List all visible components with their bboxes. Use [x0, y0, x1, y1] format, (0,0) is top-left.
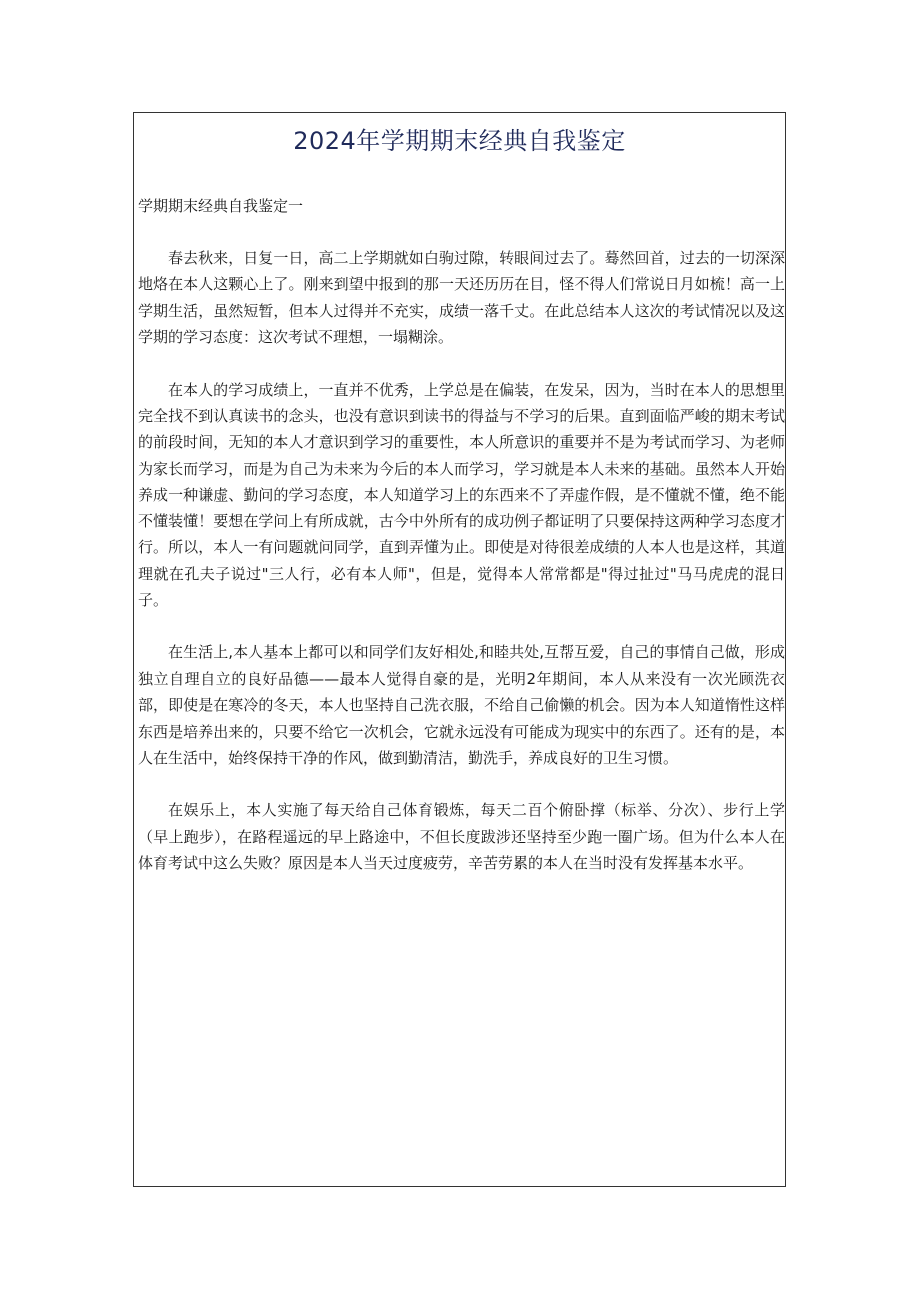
paragraph-2: 在本人的学习成绩上，一直并不优秀，上学总是在偏装，在发呆，因为，当时在本人的思想里完全找不到认真读书的念头，也没有意识到读书的得益与不学习的后果。直到面临严峻的期末考试的前段时间，无知的本人才意识到学习的重要性，本人所意识的重要并不是为考试而学习、为老师为家长而学习，而是为自己为未来为今后的本人而学习，学习就是本人未来的基础。虽然本人开始养成一种谦虚、勤问的学习态度，本人知道学习上的东西来不了弄虚作假，是不懂就不懂，绝不能不懂装懂！要想在学问上有所成就，古今中外所有的成功例子都证明了只要保持这两种学习态度才行。所以，本人一有问题就问同学，直到弄懂为止。即使是对待很差成绩的人本人也是这样，其道理就在孔夫子说过"三人行，必有本人师"，但是，觉得本人常常都是"得过扯过"马马虎虎的混日子。 [138, 380, 785, 609]
paragraph-1: 春去秋来，日复一日，高二上学期就如白驹过隙，转眼间过去了。蓦然回首，过去的一切深深地烙在本人这颗心上了。刚来到望中报到的那一天还历历在目，怪不得人们常说日月如梳！高一上学期生活，虽然短暂，但本人过得并不充实，成绩一落千丈。在此总结本人这次的考试情况以及这学期的学习态度：这次考试不理想，一塌糊涂。 [138, 249, 785, 347]
document-body [138, 245, 785, 903]
section-heading: 学期期末经典自我鉴定一 [138, 197, 304, 215]
document-title: 2024年学期期末经典自我鉴定 [293, 127, 626, 155]
document-frame [133, 112, 786, 1187]
paragraph-3: 在生活上,本人基本上都可以和同学们友好相处,和睦共处,互帮互爱，自己的事情自己做，形成独立自理自立的良好品德——最本人觉得自豪的是，光明2年期间，本人从来没有一次光顾洗衣部，即使是在寒冷的冬天，本人也坚持自己洗衣服，不给自己偷懒的机会。因为本人知道惰性这样东西是培养出来的，只要不给它一次机会，它就永远没有可能成为现实中的东西了。还有的是，本人在生活中，始终保持干净的作风，做到勤清洁，勤洗手，养成良好的卫生习惯。 [138, 643, 785, 767]
paragraph-4: 在娱乐上，本人实施了每天给自己体育锻炼，每天二百个俯卧撑（标举、分次）、步行上学（早上跑步），在路程遥远的早上路途中，不但长度跋涉还坚持至少跑一圈广场。但为什么本人在体育考试中这么失败？原因是本人当天过度疲劳，辛苦劳累的本人在当时没有发挥基本水平。 [138, 801, 785, 873]
